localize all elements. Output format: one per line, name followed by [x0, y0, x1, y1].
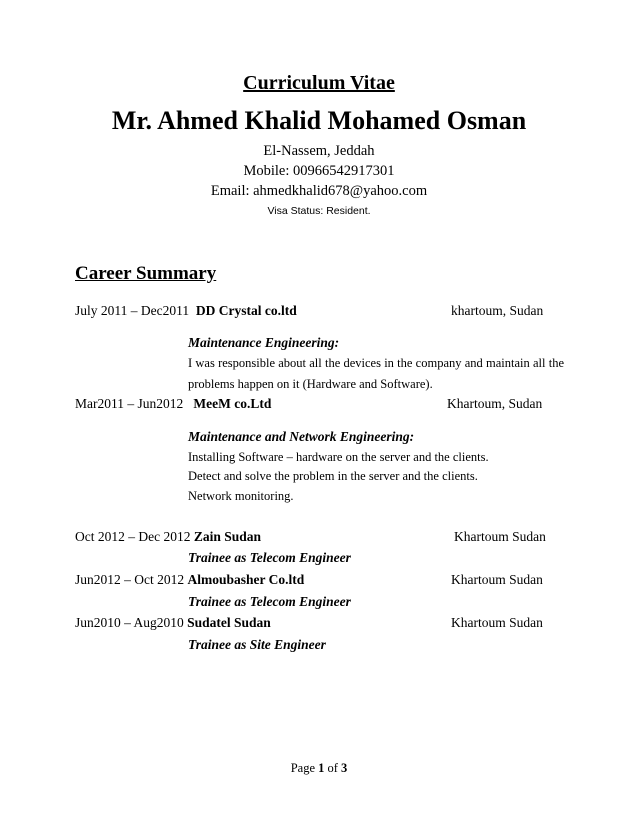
visa-status: Visa Status: Resident.	[267, 205, 371, 217]
page-footer	[0, 761, 638, 776]
entry-location: Khartoum Sudan	[451, 572, 543, 587]
entry-dates: Jun2012 – Oct 2012	[75, 572, 185, 587]
entry-3-header	[75, 529, 261, 545]
section-heading-career-summary: Career Summary	[75, 263, 217, 284]
entry-detail: problems happen on it (Hardware and Software).	[188, 377, 433, 391]
entry-1-header	[75, 303, 297, 319]
entry-company: MeeM co.Ltd	[193, 396, 272, 411]
email-line: Email: ahmedkhalid678@yahoo.com	[210, 183, 428, 199]
entry-4-header	[75, 572, 304, 588]
entry-role: Trainee as Site Engineer	[188, 637, 326, 652]
entry-location: Khartoum, Sudan	[447, 396, 543, 411]
of-word: of	[327, 761, 338, 775]
entry-role: Maintenance and Network Engineering:	[188, 429, 415, 444]
entry-role: Maintenance Engineering:	[188, 335, 340, 350]
page-current: 1	[318, 761, 325, 775]
entry-location: khartoum, Sudan	[451, 303, 544, 318]
entry-role: Trainee as Telecom Engineer	[188, 594, 351, 609]
address-line: El-Nassem, Jeddah	[263, 143, 375, 159]
document-title: Curriculum Vitae	[243, 72, 395, 94]
entry-location: Khartoum Sudan	[451, 615, 543, 630]
entry-dates: Oct 2012 – Dec 2012	[75, 529, 191, 544]
candidate-name: Mr. Ahmed Khalid Mohamed Osman	[111, 106, 527, 135]
entry-company: Zain Sudan	[193, 529, 262, 544]
entry-dates: July 2011 – Dec2011	[75, 303, 190, 318]
entry-detail: I was responsible about all the devices in the company and maintain all the	[188, 356, 564, 370]
entry-detail: Detect and solve the problem in the server and the clients.	[188, 469, 478, 483]
entry-company: Sudatel Sudan	[187, 615, 271, 630]
page-total: 3	[341, 761, 348, 775]
mobile-line: Mobile: 00966542917301	[243, 163, 395, 179]
entry-2-header	[75, 396, 271, 412]
entry-dates: Jun2010 – Aug2010	[75, 615, 184, 630]
entry-5-header	[75, 615, 271, 631]
entry-role: Trainee as Telecom Engineer	[188, 550, 351, 565]
entry-detail: Installing Software – hardware on the server and the clients.	[188, 450, 489, 464]
entry-company: DD Crystal co.ltd	[195, 303, 297, 318]
page-word: Page	[290, 761, 315, 775]
entry-dates: Mar2011 – Jun2012	[75, 396, 184, 411]
entry-company: Almoubasher Co.ltd	[187, 572, 305, 587]
entry-location: Khartoum Sudan	[454, 529, 546, 544]
entry-detail: Network monitoring.	[188, 489, 294, 503]
